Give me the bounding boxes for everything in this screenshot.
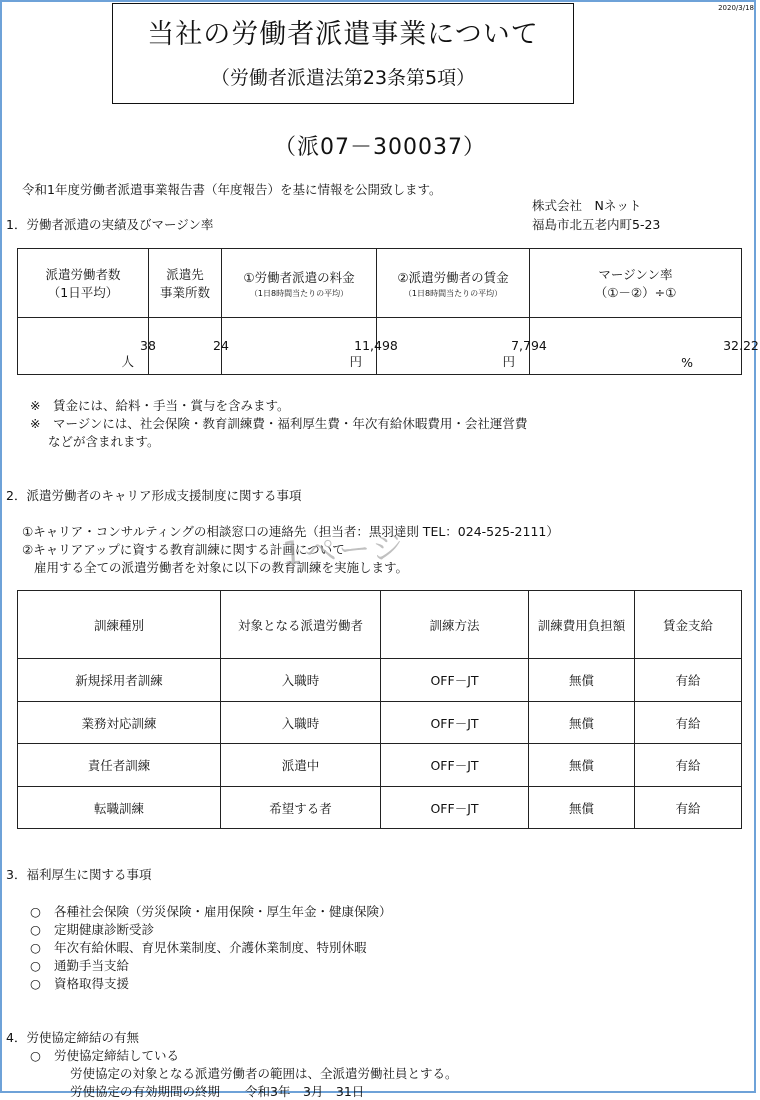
cell-target: 希望する者 bbox=[221, 787, 381, 829]
header-target-workers: 対象となる派遣労働者 bbox=[221, 591, 381, 659]
document-title: 当社の労働者派遣事業について bbox=[147, 19, 539, 50]
header-training-type: 訓練種別 bbox=[18, 591, 221, 659]
cell-wage: 有給 bbox=[635, 659, 742, 702]
section1-heading: 1．労働者派遣の実績及びマージン率 bbox=[6, 217, 214, 232]
labor-agreement-term: 労使協定の有効期間の終期 令和3年 3月 31日 bbox=[70, 1084, 365, 1099]
labor-agreement-scope: 労使協定の対象となる派遣労働者の範囲は、全派遣労働社員とする。 bbox=[70, 1066, 458, 1081]
training-table bbox=[17, 590, 742, 829]
cell-cost: 無償 bbox=[529, 659, 635, 702]
value-dispatch-fee: 11,498 円 bbox=[222, 318, 377, 375]
header-dispatched-workers: 派遣労働者数 （1日平均） bbox=[18, 249, 149, 318]
header-client-offices: 派遣先 事業所数 bbox=[149, 249, 222, 318]
training-table-header-row bbox=[18, 591, 742, 659]
list-item: ○ 通勤手当支給 bbox=[30, 958, 130, 973]
margin-table-value-row bbox=[18, 318, 742, 375]
training-plan-text: 雇用する全ての派遣労働者を対象に以下の教育訓練を実施します。 bbox=[34, 560, 409, 575]
cell-cost: 無償 bbox=[529, 702, 635, 744]
section2-heading: 2．派遣労働者のキャリア形成支援制度に関する事項 bbox=[6, 488, 302, 503]
value-dispatched-workers: 38 人 bbox=[18, 318, 149, 375]
company-address: 福島市北五老内町5-23 bbox=[532, 217, 661, 232]
labor-agreement-status: ○ 労使協定締結している bbox=[30, 1048, 180, 1063]
section4-heading: 4．労使協定締結の有無 bbox=[6, 1030, 139, 1045]
table-row bbox=[18, 659, 742, 702]
document-date: 2020/3/18 bbox=[718, 4, 754, 12]
cell-method: OFF－JT bbox=[381, 787, 529, 829]
value-client-offices: 24 bbox=[149, 318, 222, 375]
margin-table bbox=[17, 248, 759, 375]
note-margin-cont: などが含まれます。 bbox=[48, 434, 160, 449]
header-worker-wage: ②派遣労働者の賃金 （1日8時間当たりの平均） bbox=[377, 249, 530, 318]
page-watermark: 1ページ bbox=[281, 527, 407, 573]
cell-cost: 無償 bbox=[529, 744, 635, 787]
list-item: ○ 資格取得支援 bbox=[30, 976, 130, 991]
intro-text: 令和1年度労働者派遣事業報告書（年度報告）を基に情報を公開致します。 bbox=[22, 182, 442, 197]
cell-training-type: 業務対応訓練 bbox=[18, 702, 221, 744]
document-subtitle: （労働者派遣法第23条第5項） bbox=[210, 67, 476, 89]
cell-wage: 有給 bbox=[635, 787, 742, 829]
cell-training-type: 責任者訓練 bbox=[18, 744, 221, 787]
list-item: ○ 各種社会保険（労災保険・雇用保険・厚生年金・健康保険） bbox=[30, 904, 392, 919]
cell-target: 入職時 bbox=[221, 659, 381, 702]
note-wage: ※ 賃金には、給料・手当・賞与を含みます。 bbox=[30, 398, 290, 413]
table-row bbox=[18, 744, 742, 787]
header-margin-rate: マージンン率 （①－②）÷① bbox=[530, 249, 742, 318]
cell-wage: 有給 bbox=[635, 702, 742, 744]
cell-cost: 無償 bbox=[529, 787, 635, 829]
table-row bbox=[18, 787, 742, 829]
cell-method: OFF－JT bbox=[381, 702, 529, 744]
header-wage-payment: 賃金支給 bbox=[635, 591, 742, 659]
cell-training-type: 転職訓練 bbox=[18, 787, 221, 829]
cell-target: 入職時 bbox=[221, 702, 381, 744]
header-training-cost: 訓練費用負担額 bbox=[529, 591, 635, 659]
training-plan-title: ②キャリアアップに資する教育訓練に関する計画について bbox=[22, 542, 345, 557]
note-margin: ※ マージンには、社会保険・教育訓練費・福利厚生費・年次有給休暇費用・会社運営費 bbox=[30, 416, 528, 431]
list-item: ○ 年次有給休暇、育児休業制度、介護休業制度、特別休暇 bbox=[30, 940, 367, 955]
title-box bbox=[112, 3, 574, 104]
cell-method: OFF－JT bbox=[381, 744, 529, 787]
value-margin-rate: 32.22 % bbox=[530, 318, 742, 375]
value-worker-wage: 7,794 円 bbox=[377, 318, 530, 375]
margin-table-header-row bbox=[18, 249, 742, 318]
permit-number: （派07－300037） bbox=[274, 135, 486, 160]
career-consult-contact: ①キャリア・コンサルティングの相談窓口の連絡先（担当者：黒羽達則 TEL：024-525-2111） bbox=[22, 524, 559, 539]
cell-method: OFF－JT bbox=[381, 659, 529, 702]
header-training-method: 訓練方法 bbox=[381, 591, 529, 659]
table-row bbox=[18, 702, 742, 744]
list-item: ○ 定期健康診断受診 bbox=[30, 922, 155, 937]
cell-wage: 有給 bbox=[635, 744, 742, 787]
cell-training-type: 新規採用者訓練 bbox=[18, 659, 221, 702]
section3-heading: 3．福利厚生に関する事項 bbox=[6, 867, 152, 882]
company-name: 株式会社 Nネット bbox=[532, 198, 642, 213]
header-dispatch-fee: ①労働者派遣の料金 （1日8時間当たりの平均） bbox=[222, 249, 377, 318]
cell-target: 派遣中 bbox=[221, 744, 381, 787]
